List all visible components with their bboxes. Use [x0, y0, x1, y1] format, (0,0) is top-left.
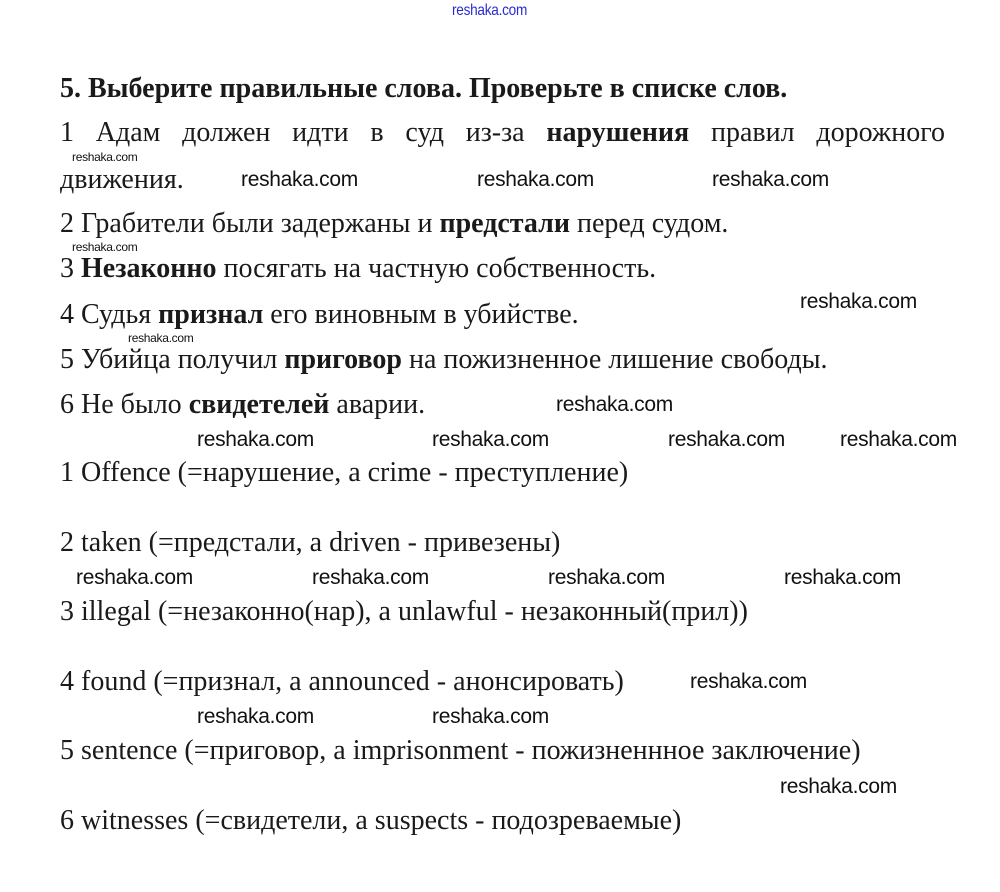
- sentence-text: его виновным в убийстве.: [263, 299, 579, 330]
- watermark: reshaka.com: [76, 566, 193, 589]
- sentence-text: 1 Адам должен идти в суд из-за: [60, 117, 547, 148]
- answer-word: свидетелей: [188, 389, 330, 420]
- sentence-2: [60, 208, 728, 240]
- answer-4: 4 found (=признал, a announced - анонсировать): [60, 666, 624, 697]
- sentence-text: 5 Убийца получил: [60, 344, 285, 375]
- exercise-title: 5. Выберите правильные слова. Проверьте в списке слов.: [60, 73, 788, 104]
- answer-word: нарушения: [546, 117, 690, 148]
- sentence-5: [60, 344, 828, 376]
- watermark: reshaka.com: [197, 428, 314, 451]
- answer-word: признал: [158, 299, 264, 330]
- watermark: reshaka.com: [556, 393, 673, 416]
- sentence-text: перед судом.: [569, 208, 729, 239]
- sentence-text: правил дорожного: [689, 117, 945, 148]
- answer-1: 1 Offence (=нарушение, a crime - преступление): [60, 457, 629, 488]
- watermark: reshaka.com: [800, 290, 917, 313]
- watermark: reshaka.com: [197, 705, 314, 728]
- answer-word: предстали: [439, 208, 570, 239]
- watermark: reshaka.com: [477, 168, 594, 191]
- answer-5: 5 sentence (=приговор, a imprisonment - пожизненнное заключение): [60, 735, 861, 766]
- answer-word: Незаконно: [81, 253, 217, 284]
- sentence-text: посягать на частную собственность.: [216, 253, 657, 284]
- watermark: reshaka.com: [840, 428, 957, 451]
- watermark: reshaka.com: [72, 240, 138, 254]
- watermark: reshaka.com: [548, 566, 665, 589]
- answer-6: 6 witnesses (=свидетели, a suspects - подозреваемые): [60, 805, 682, 836]
- watermark: reshaka.com: [452, 2, 528, 19]
- sentence-1-continuation: движения.: [60, 164, 184, 195]
- sentence-text: аварии.: [329, 389, 426, 420]
- sentence-text: 2 Грабители были задержаны и: [60, 208, 440, 239]
- watermark: reshaka.com: [780, 775, 897, 798]
- sentence-6: [60, 389, 425, 421]
- watermark: reshaka.com: [432, 428, 549, 451]
- sentence-3: [60, 253, 656, 285]
- watermark: reshaka.com: [432, 705, 549, 728]
- answer-2: 2 taken (=предстали, a driven - привезены): [60, 527, 561, 558]
- sentence-text: 3: [60, 253, 81, 284]
- answer-word: приговор: [284, 344, 402, 375]
- sentence-text: 4 Судья: [60, 299, 159, 330]
- sentence-text: на пожизненное лишение свободы.: [402, 344, 828, 375]
- answer-3: 3 illegal (=незаконно(нар), a unlawful - незаконный(прил)): [60, 596, 748, 627]
- watermark: reshaka.com: [72, 150, 138, 164]
- watermark: reshaka.com: [128, 331, 194, 345]
- watermark: reshaka.com: [690, 670, 807, 693]
- sentence-1: [60, 117, 945, 149]
- sentence-text: 6 Не было: [60, 389, 189, 420]
- watermark: reshaka.com: [241, 168, 358, 191]
- watermark: reshaka.com: [312, 566, 429, 589]
- watermark: reshaka.com: [784, 566, 901, 589]
- sentence-4: [60, 299, 579, 331]
- watermark: reshaka.com: [668, 428, 785, 451]
- watermark: reshaka.com: [712, 168, 829, 191]
